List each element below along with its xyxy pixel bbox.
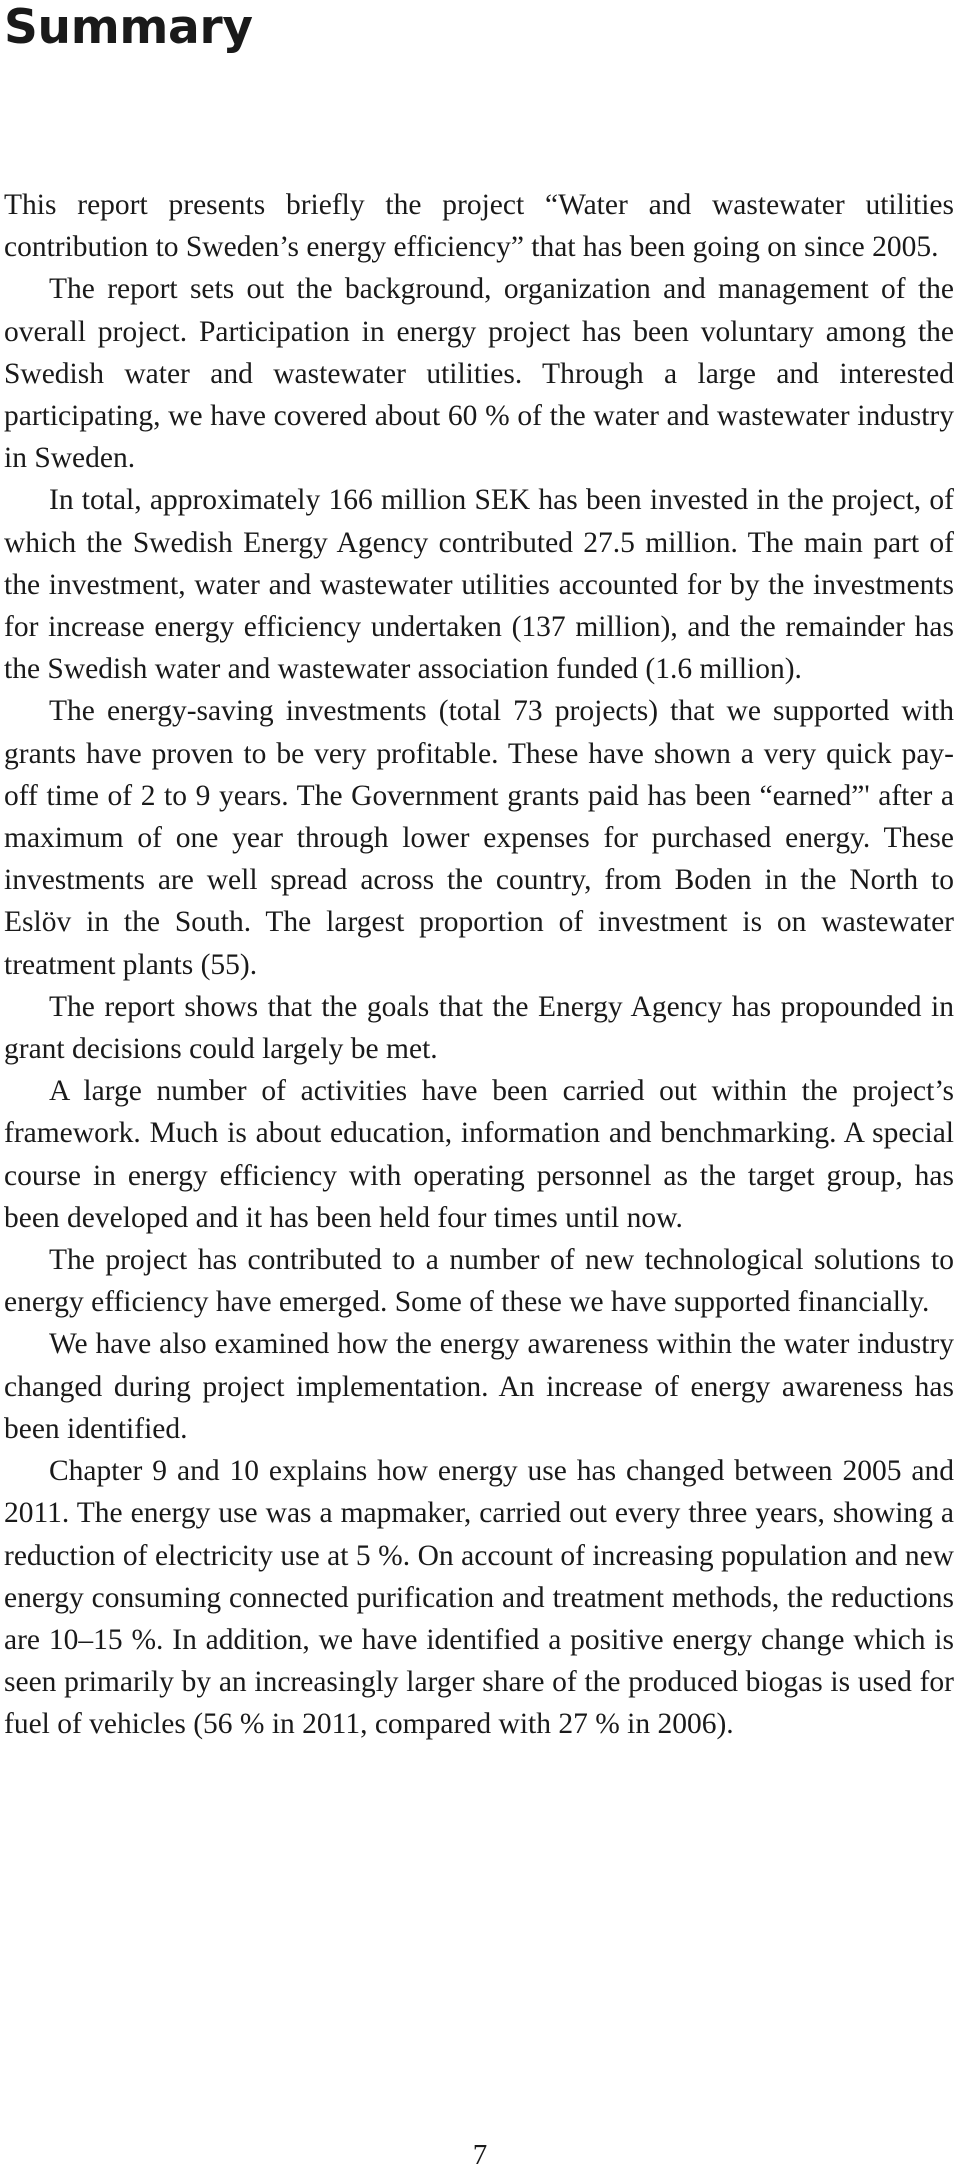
paragraph-energy-use: Chapter 9 and 10 explains how energy use has changed between 2005 and 2011. The energy use was a mapmaker, carried out every three years, showing a reduction of electricity use at 5 %. On account of increasing population and new energy consuming connected purification and treatment methods, the reductions are 10–15 %. In addition, we have identified a positive energy change which is seen primarily by an increasingly larger share of the produced biogas is used for fuel of vehicles (56 % in 2011, compared with 27 % in 2006).	[4, 1455, 954, 1741]
paragraph-technology: The project has contributed to a number of new technological solutions to energy efficiency have emerged. Some of these we have supported financially.	[4, 1244, 954, 1319]
paragraph-energy-saving: The energy-saving investments (total 73 projects) that we supported with grants have proven to be very profitable. These have shown a very quick pay-off time of 2 to 9 years. The Government grants paid has been “earned”' after a maximum of one year through lower expenses for purchased energy. These investments are well spread across the country, from Boden in the North to Eslöv in the South. The largest proportion of investment is on wastewater treatment plants (55).	[4, 695, 954, 981]
paragraph-awareness: We have also examined how the energy awareness within the water industry changed during project implementation. An increase of energy awareness has been identified.	[4, 1328, 954, 1445]
paragraph-investment: In total, approximately 166 million SEK has been invested in the project, of which the Swedish Energy Agency contributed 27.5 million. The main part of the investment, water and wastewater utilities accounted for by the investments for increase energy efficiency undertaken (137 million), and the remainder has the Swedish water and wastewater association funded (1.6 million).	[4, 484, 954, 686]
summary-body	[4, 184, 954, 1746]
paragraph-background: The report sets out the background, organization and management of the overall project. Participation in energy project has been voluntary among the Swedish water and wastewater utilities. Through a large and interested participating, we have covered about 60 % of the water and wastewater industry in Sweden.	[4, 273, 954, 475]
page-number: 7	[472, 2139, 488, 2171]
page-title: Summary	[4, 0, 253, 55]
paragraph-activities: A large number of activities have been carried out within the project’s framework. Much is about education, information and benchmarking. A special course in energy efficiency with operating personnel as the target group, has been developed and it has been held four times until now.	[4, 1075, 954, 1234]
paragraph-goals: The report shows that the goals that the Energy Agency has propounded in grant decisions could largely be met.	[4, 990, 954, 1066]
paragraph-intro: This report presents briefly the project “Water and wastewater utilities contribution to Sweden’s energy efficiency” that has been going on since 2005.	[4, 189, 954, 264]
